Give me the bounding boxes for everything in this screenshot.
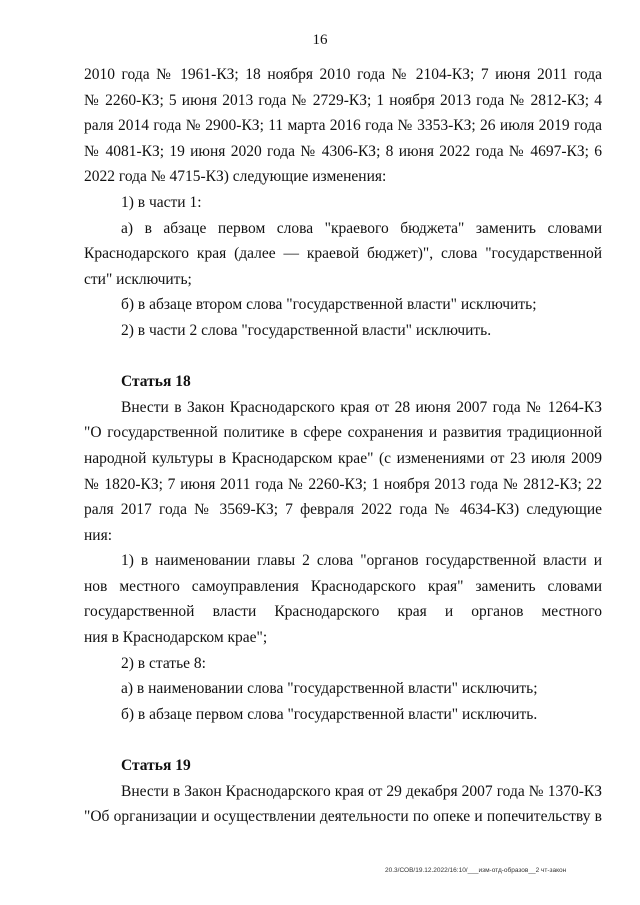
text-line: раля 2014 года № 2900-КЗ; 11 марта 2016 года № 3353-КЗ; 26 июля 2019 года <box>84 117 602 135</box>
article-18-intro <box>84 395 602 549</box>
article-18-item-2-a: а) в наименовании слова "государственной власти" исключить; <box>121 680 538 698</box>
text-line: 2010 года № 1961-КЗ; 18 ноября 2010 года № 2104-КЗ; 7 июня 2011 года <box>84 66 602 83</box>
text-line: 1) в наименовании главы 2 слова "органов государственной власти и <box>121 552 602 570</box>
text-line: ния: <box>84 526 113 544</box>
article-18-item-2-b: б) в абзаце первом слова "государственной власти" исключить. <box>121 705 538 723</box>
article-19-intro <box>84 779 602 830</box>
document-footer-code: 20.3/СОВ/19.12.2022/16:10/___изм-отд-образов__2 чт-закон <box>385 867 567 874</box>
text-line: "О государственной политике в сфере сохранения и развития традиционной <box>84 424 602 442</box>
text-line: государственной власти Краснодарского края и органов местного <box>84 603 602 621</box>
item-part-1-a <box>84 216 602 293</box>
item-part-2: 2) в части 2 слова "государственной власти" исключить. <box>121 321 492 339</box>
article-19-heading: Статья 19 <box>121 757 191 775</box>
text-line: сти" исключить; <box>84 270 192 288</box>
document-body <box>84 62 602 830</box>
text-line: ния в Краснодарском крае"; <box>84 629 268 647</box>
text-line: 2022 года № 4715-КЗ) следующие изменения: <box>84 168 387 186</box>
page-number: 16 <box>312 32 328 48</box>
text-line: нов местного самоуправления Краснодарского края" заменить словами <box>84 577 602 595</box>
text-line: Внести в Закон Краснодарского края от 29 декабря 2007 года № 1370-КЗ <box>121 782 602 800</box>
text-line: № 4081-КЗ; 19 июня 2020 года № 4306-КЗ; 8 июня 2022 года № 4697-КЗ; 6 <box>84 142 602 160</box>
text-line: № 1820-КЗ; 7 июня 2011 года № 2260-КЗ; 1 ноября 2013 года № 2812-КЗ; 22 <box>84 475 602 493</box>
spacer <box>84 727 602 753</box>
article-18-heading: Статья 18 <box>121 373 191 391</box>
text-line: Краснодарского края (далее — краевой бюджет)", слова "государственной <box>84 245 602 263</box>
spacer <box>84 344 602 370</box>
text-line: № 2260-КЗ; 5 июня 2013 года № 2729-КЗ; 1 ноября 2013 года № 2812-КЗ; 4 <box>84 91 602 109</box>
article-18-item-2: 2) в статье 8: <box>121 654 206 672</box>
text-line: раля 2017 года № 3569-КЗ; 7 февраля 2022 года № 4634-КЗ) следующие <box>84 501 602 519</box>
paragraph-amendments-list <box>84 62 602 190</box>
text-line: а) в абзаце первом слова "краевого бюджета" заменить словами <box>121 219 602 237</box>
item-part-1: 1) в части 1: <box>121 193 202 211</box>
item-part-1-b: б) в абзаце втором слова "государственной власти" исключить; <box>121 296 537 314</box>
text-line: "Об организации и осуществлении деятельности по опеке и попечительству в <box>84 808 602 826</box>
article-18-item-1 <box>84 548 602 650</box>
text-line: Внести в Закон Краснодарского края от 28 июня 2007 года № 1264-КЗ <box>121 398 602 416</box>
text-line: народной культуры в Краснодарском крае" (с изменениями от 23 июля 2009 <box>84 449 602 467</box>
